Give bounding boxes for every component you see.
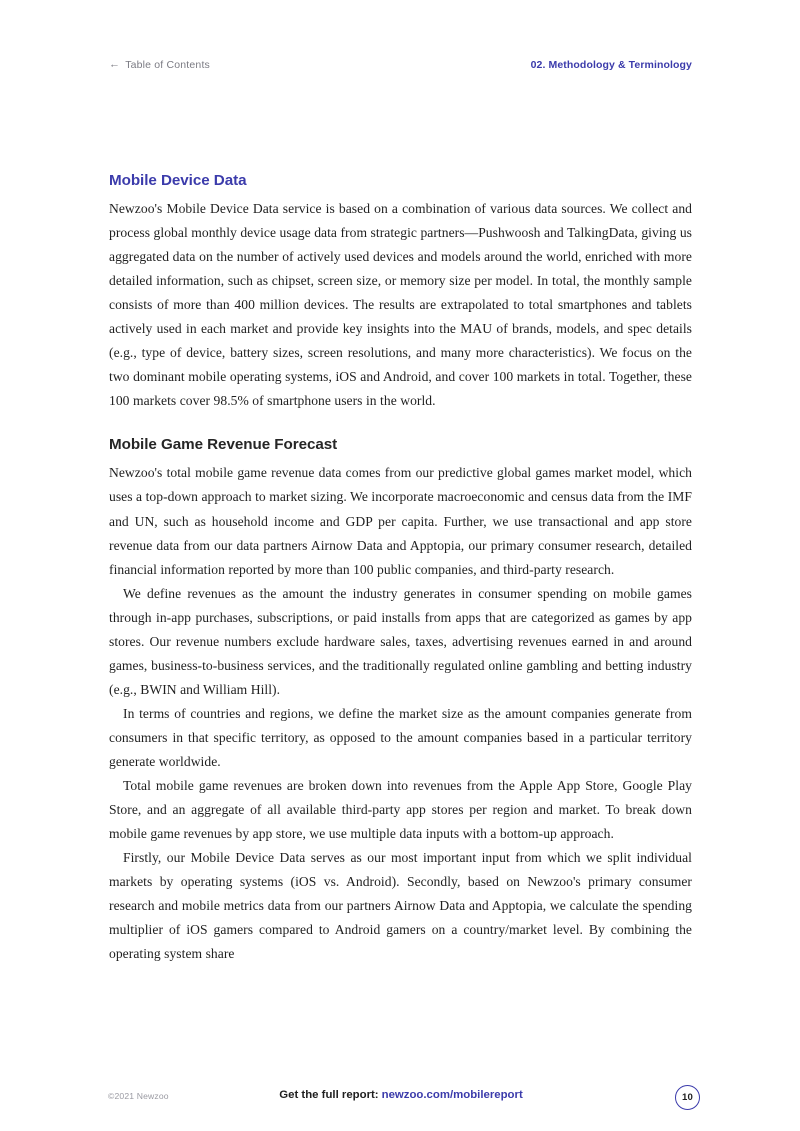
section-mobile-game-revenue-forecast xyxy=(109,435,692,966)
paragraph: Newzoo's total mobile game revenue data comes from our predictive global games market model, which uses a top-down approach to market sizing. We incorporate macroeconomic and census data from the IMF and UN, such as household income and GDP per capita. Further, we use transactional and app store revenue data from our data partners Airnow Data and Apptopia, our primary consumer research, detailed financial information reported by more than 100 public companies, and third-party research. xyxy=(109,465,692,577)
paragraph: Newzoo's Mobile Device Data service is based on a combination of various data sources. We collect and process global monthly device usage data from strategic partners—Pushwoosh and TalkingData, giving us aggregated data on the number of actively used devices and models around the world, enriched with more detailed information, such as chipset, screen size, or memory size per model. In total, the monthly sample consists of more than 400 million devices. The results are extrapolated to total smartphones and tablets actively used in each market and provide key insights into the MAU of brands, models, and spec details (e.g., type of device, battery sizes, screen resolutions, and many more characteristics). We focus on the two dominant mobile operating systems, iOS and Android, and cover 100 markets in total. Together, these 100 markets cover 98.5% of smartphone users in the world. xyxy=(109,201,692,409)
copyright-notice: ©2021 Newzoo xyxy=(108,1091,169,1101)
page-number-value: 10 xyxy=(681,1092,694,1103)
table-of-contents-label: Table of Contents xyxy=(125,58,210,71)
paragraph: Total mobile game revenues are broken down into revenues from the Apple App Store, Google Play Store, and an aggregate of all available third-party app stores per region and market. To break down mobile game revenues by app store, we use multiple data inputs with a bottom-up approach. xyxy=(109,778,692,842)
paragraph: We define revenues as the amount the industry generates in consumer spending on mobile games through in-app purchases, subscriptions, or paid installs from apps that are categorized as games by app stores. Our revenue numbers exclude hardware sales, taxes, advertising revenues earned in and around games, business-to-business services, and the traditionally regulated online gambling and betting industry (e.g., BWIN and William Hill). xyxy=(109,585,692,697)
section-heading: Mobile Game Revenue Forecast xyxy=(109,436,338,454)
full-report-link[interactable]: newzoo.com/mobilereport xyxy=(381,1089,523,1101)
chapter-label: 02. Methodology & Terminology xyxy=(530,58,692,71)
page-footer xyxy=(102,1082,700,1114)
paragraph: Firstly, our Mobile Device Data serves as our most important input from which we split individual markets by operating systems (iOS vs. Android). Secondly, based on Newzoo's primary consumer research and mobile metrics data from our partners Airnow Data and Apptopia, we calculate the spending multiplier of iOS gamers compared to Android gamers on a country/market level. By combining the operating system share xyxy=(109,850,692,962)
footer-cta-label: Get the full report: xyxy=(279,1089,379,1101)
back-arrow-icon: ← xyxy=(109,58,121,70)
page-number-badge xyxy=(675,1085,700,1110)
page-header xyxy=(109,56,692,74)
table-of-contents-link[interactable] xyxy=(109,60,210,71)
paragraph: In terms of countries and regions, we define the market size as the amount companies generate from consumers in that specific territory, as opposed to the amount companies based in a particular territory generate worldwide. xyxy=(109,705,692,769)
section-mobile-device-data xyxy=(109,171,692,413)
footer-call-to-action xyxy=(102,1090,700,1101)
section-heading: Mobile Device Data xyxy=(109,172,247,189)
document-body xyxy=(109,171,692,966)
